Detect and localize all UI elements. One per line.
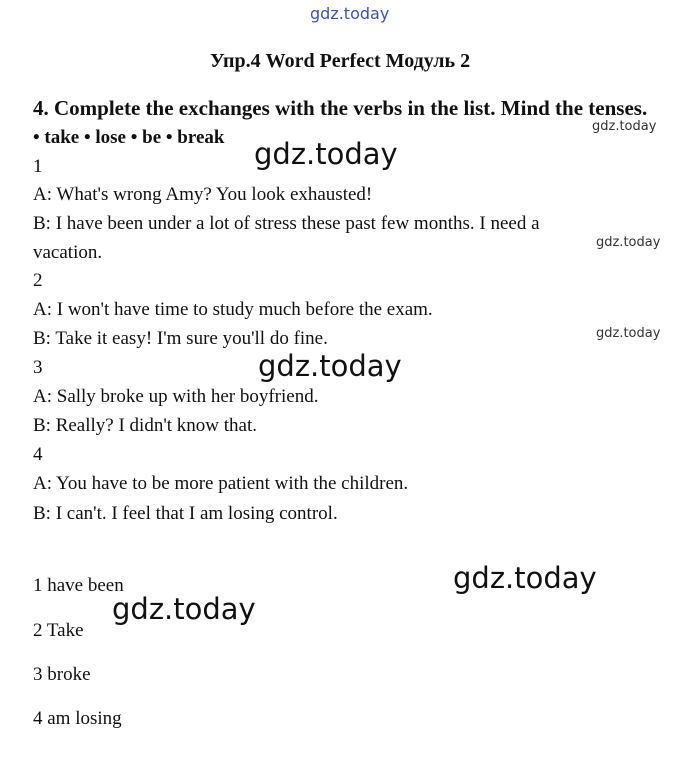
verb-list: • take • lose • be • break (33, 127, 225, 148)
exchange-line-b: B: I have been under a lot of stress these past few months. I need a (33, 213, 540, 234)
exchange-number: 1 (33, 156, 43, 177)
answer-item: 4 am losing (33, 708, 122, 729)
watermark-large-2: gdz.today (258, 349, 402, 383)
answer-item: 2 Take (33, 620, 84, 641)
watermark-large-1: gdz.today (254, 137, 398, 171)
task-instruction: 4. Complete the exchanges with the verbs in the list. Mind the tenses. (33, 96, 648, 120)
answer-item: 1 have been (33, 575, 124, 596)
exchange-line-b: B: Really? I didn't know that. (33, 415, 258, 436)
watermark-small-3: gdz.today (596, 326, 661, 341)
watermark-large-3: gdz.today (453, 561, 597, 595)
exchange-line-a: A: You have to be more patient with the children. (33, 473, 409, 494)
exchange-line-b-continued: vacation. (33, 242, 103, 263)
exchange-number: 4 (33, 444, 43, 465)
exchange-line-b: B: I can't. I feel that I am losing control. (33, 503, 338, 524)
exchange-line-a: A: I won't have time to study much before the exam. (33, 299, 433, 320)
watermark-large-4: gdz.today (112, 592, 256, 626)
answer-item: 3 broke (33, 664, 91, 685)
exchange-line-b: B: Take it easy! I'm sure you'll do fine. (33, 328, 328, 349)
watermark-top: gdz.today (310, 4, 390, 23)
watermark-small-1: gdz.today (592, 119, 657, 134)
exchange-line-a: A: What's wrong Amy? You look exhausted! (33, 184, 373, 205)
exchange-number: 2 (33, 270, 43, 291)
watermark-small-2: gdz.today (596, 235, 661, 250)
exchange-line-a: A: Sally broke up with her boyfriend. (33, 386, 319, 407)
page-title: Упр.4 Word Perfect Модуль 2 (210, 50, 471, 72)
exchange-number: 3 (33, 357, 43, 378)
